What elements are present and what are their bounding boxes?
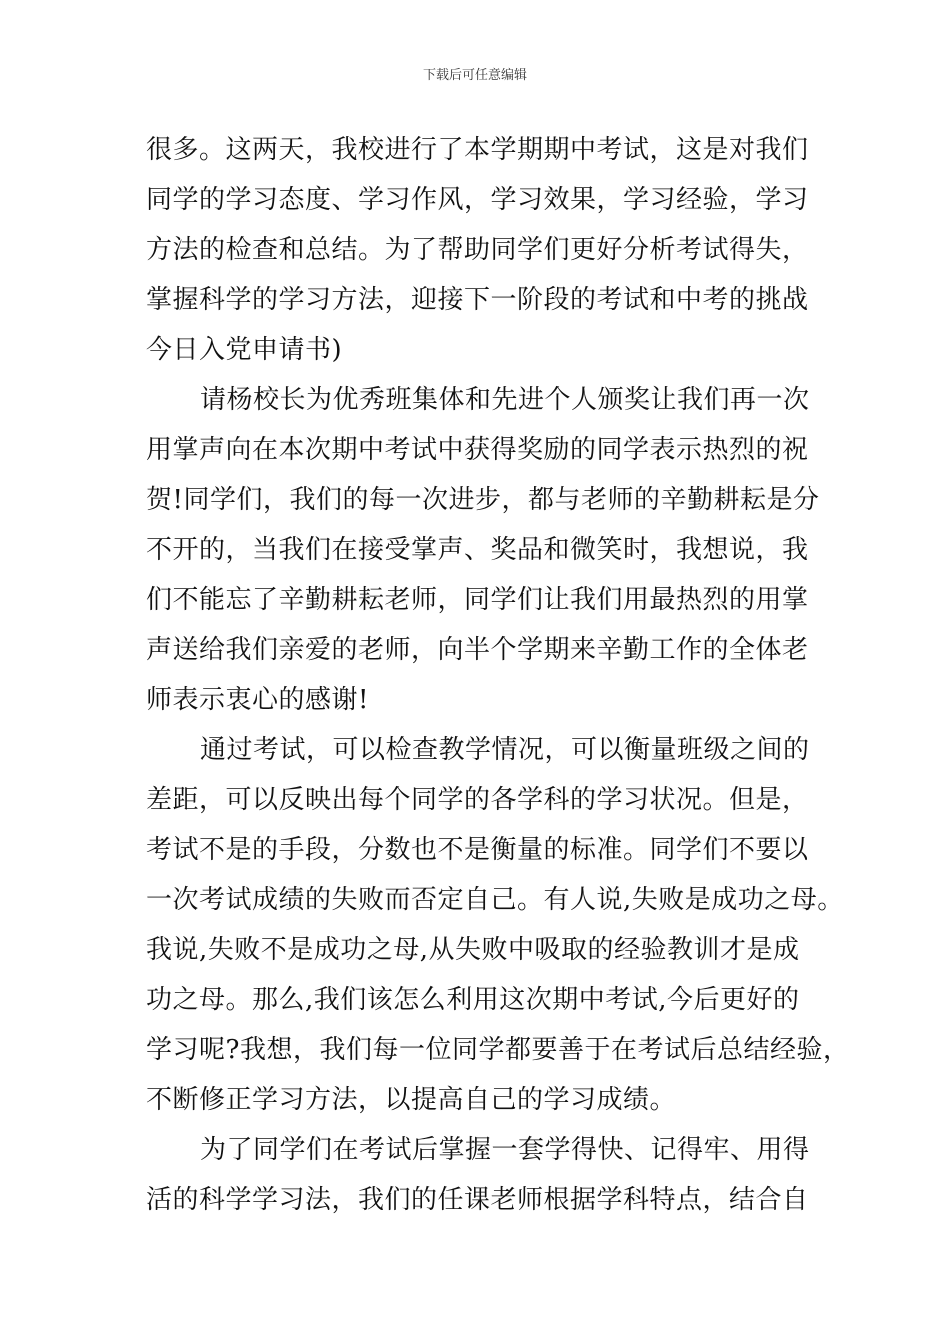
text-line: 方法的检查和总结。为了帮助同学们更好分析考试得失，	[146, 235, 809, 265]
text-line: 师表示衷心的感谢!	[146, 685, 369, 715]
text-line: 活的科学学习法，我们的任课老师根据学科特点，结合自	[146, 1185, 809, 1215]
text-line: 贺!同学们，我们的每一次进步，都与老师的辛勤耕耘是分	[146, 485, 820, 515]
text-line: 功之母。那么,我们该怎么利用这次期中考试,今后更好的	[146, 985, 800, 1015]
text-line: 们不能忘了辛勤耕耘老师，同学们让我们用最热烈的用掌	[146, 585, 809, 615]
text-line: 差距，可以反映出每个同学的各学科的学习状况。但是，	[146, 785, 809, 815]
text-line: 用掌声向在本次期中考试中获得奖励的同学表示热烈的祝	[146, 435, 809, 465]
text-line: 声送给我们亲爱的老师，向半个学期来辛勤工作的全体老	[146, 635, 809, 665]
text-line: 掌握科学的学习方法，迎接下一阶段的考试和中考的挑战	[146, 285, 809, 315]
text-line: 同学的学习态度、学习作风，学习效果，学习经验，学习	[146, 185, 809, 215]
text-line: 一次考试成绩的失败而否定自己。有人说,失败是成功之母。	[146, 885, 844, 915]
text-line: 我说,失败不是成功之母,从失败中吸取的经验教训才是成	[146, 935, 800, 965]
text-line: 不开的，当我们在接受掌声、奖品和微笑时，我想说，我	[146, 535, 809, 565]
page-header: 下载后可任意编辑	[422, 68, 527, 83]
paragraph-start-line: 通过考试，可以检查教学情况，可以衡量班级之间的	[200, 735, 810, 765]
paragraph-start-line: 请杨校长为优秀班集体和先进个人颁奖让我们再一次	[200, 385, 810, 415]
text-line: 今日入党申请书)	[146, 335, 343, 365]
text-line: 考试不是的手段，分数也不是衡量的标准。同学们不要以	[146, 835, 809, 865]
paragraph-start-line: 为了同学们在考试后掌握一套学得快、记得牢、用得	[200, 1135, 810, 1165]
text-line: 很多。这两天，我校进行了本学期期中考试，这是对我们	[146, 135, 809, 165]
text-line: 学习呢?我想，我们每一位同学都要善于在考试后总结经验，	[146, 1035, 850, 1065]
text-line: 不断修正学习方法，以提高自己的学习成绩。	[146, 1085, 677, 1115]
